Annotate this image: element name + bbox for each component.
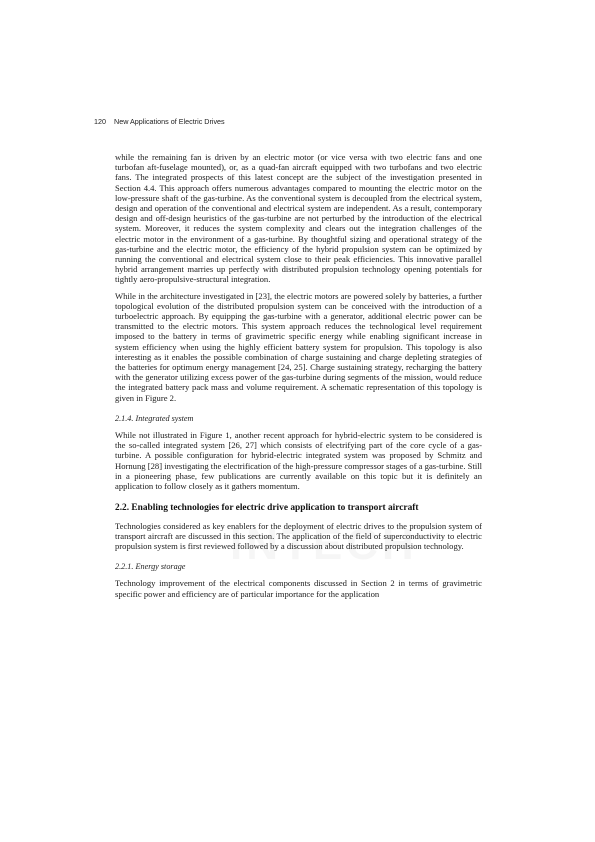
paragraph: while the remaining fan is driven by an electric motor (or vice versa with two electric fans and one turbofan aft-fuselage mounted), or, as a quad-fan aircraft equipped with two turbofans and two electric fans. The integrated prospects of this latest concept are the subject of the investigation presented in Section 4.4. This approach offers numerous advantages compared to mounting the electric motor on the low-pressure shaft of the gas-turbine. As the conventional system is decoupled from the electrical system, design and operation of the conventional and electrical system are independent. As a result, contemporary design and off-design heuristics of the gas-turbine are not perturbed by the introduction of the electrical system. Moreover, it reduces the system complexity and clears out the integration challenges of the electric motor in the environment of a gas-turbine. By thoughtful sizing and operational strategy of the gas-turbine and the electric motor, the efficiency of the hybrid propulsion system can be optimized by running the conventional and electrical system close to their peak efficiencies. This innovative parallel hybrid arrangement marries up perfectly with distributed propulsion technology opening potentials for tightly aero-propulsive-structural integration. xyxy=(115,152,482,285)
section-heading: 2.2. Enabling technologies for electric drive application to transport aircraft xyxy=(115,503,419,514)
page-number: 120 xyxy=(94,117,106,126)
running-title: New Applications of Electric Drives xyxy=(114,117,225,126)
paragraph: Technologies considered as key enablers for the deployment of electric drives to the propulsion system of transport aircraft are discussed in this section. The application of the field of superconductivity to electric propulsion system is first reviewed followed by a discussion about distributed propulsion technology. xyxy=(115,520,482,551)
paragraph: While in the architecture investigated in [23], the electric motors are powered solely by batteries, a further topological evolution of the distributed propulsion system can be conceived with the introduction of a turboelectric approach. By equipping the gas-turbine with a generator, additional electric power can be transmitted to the electric motors. This system approach reduces the technological level requirement imposed to the battery in terms of gravimetric specific energy while enabling significant increase in system efficiency when using the highly efficient battery system for propulsion. This topology is also interesting as it enables the possible combination of charge sustaining and charge depleting strategies of the batteries for optimum energy management [24, 25]. Charge sustaining strategy, recharging the battery with the generator utilizing excess power of the gas-turbine during segments of the mission, would reduce the integrated battery pack mass and volume requirement. A schematic representation of this topology is given in Figure 2. xyxy=(115,290,482,403)
subsection-heading: 2.1.4. Integrated system xyxy=(115,413,194,423)
paragraph: While not illustrated in Figure 1, another recent approach for hybrid-electric system to be considered is the so-called integrated system [26, 27] which consists of electrifying part of the core cycle of a gas-turbine. A possible configuration for hybrid-electric integrated system was proposed by Schmitz and Hornung [28] investigating the electrification of the high-pressure compressor stages of a gas-turbine. Still in a pioneering phase, few publications are currently available on this topic but it is definitely an application to follow closely as it gathers momentum. xyxy=(115,430,482,492)
subsection-heading: 2.2.1. Energy storage xyxy=(115,562,186,572)
paragraph: Technology improvement of the electrical components discussed in Section 2 in terms of gravimetric specific power and efficiency are of particular importance for the application xyxy=(115,578,482,599)
page-body xyxy=(115,152,482,605)
running-header xyxy=(94,117,225,126)
